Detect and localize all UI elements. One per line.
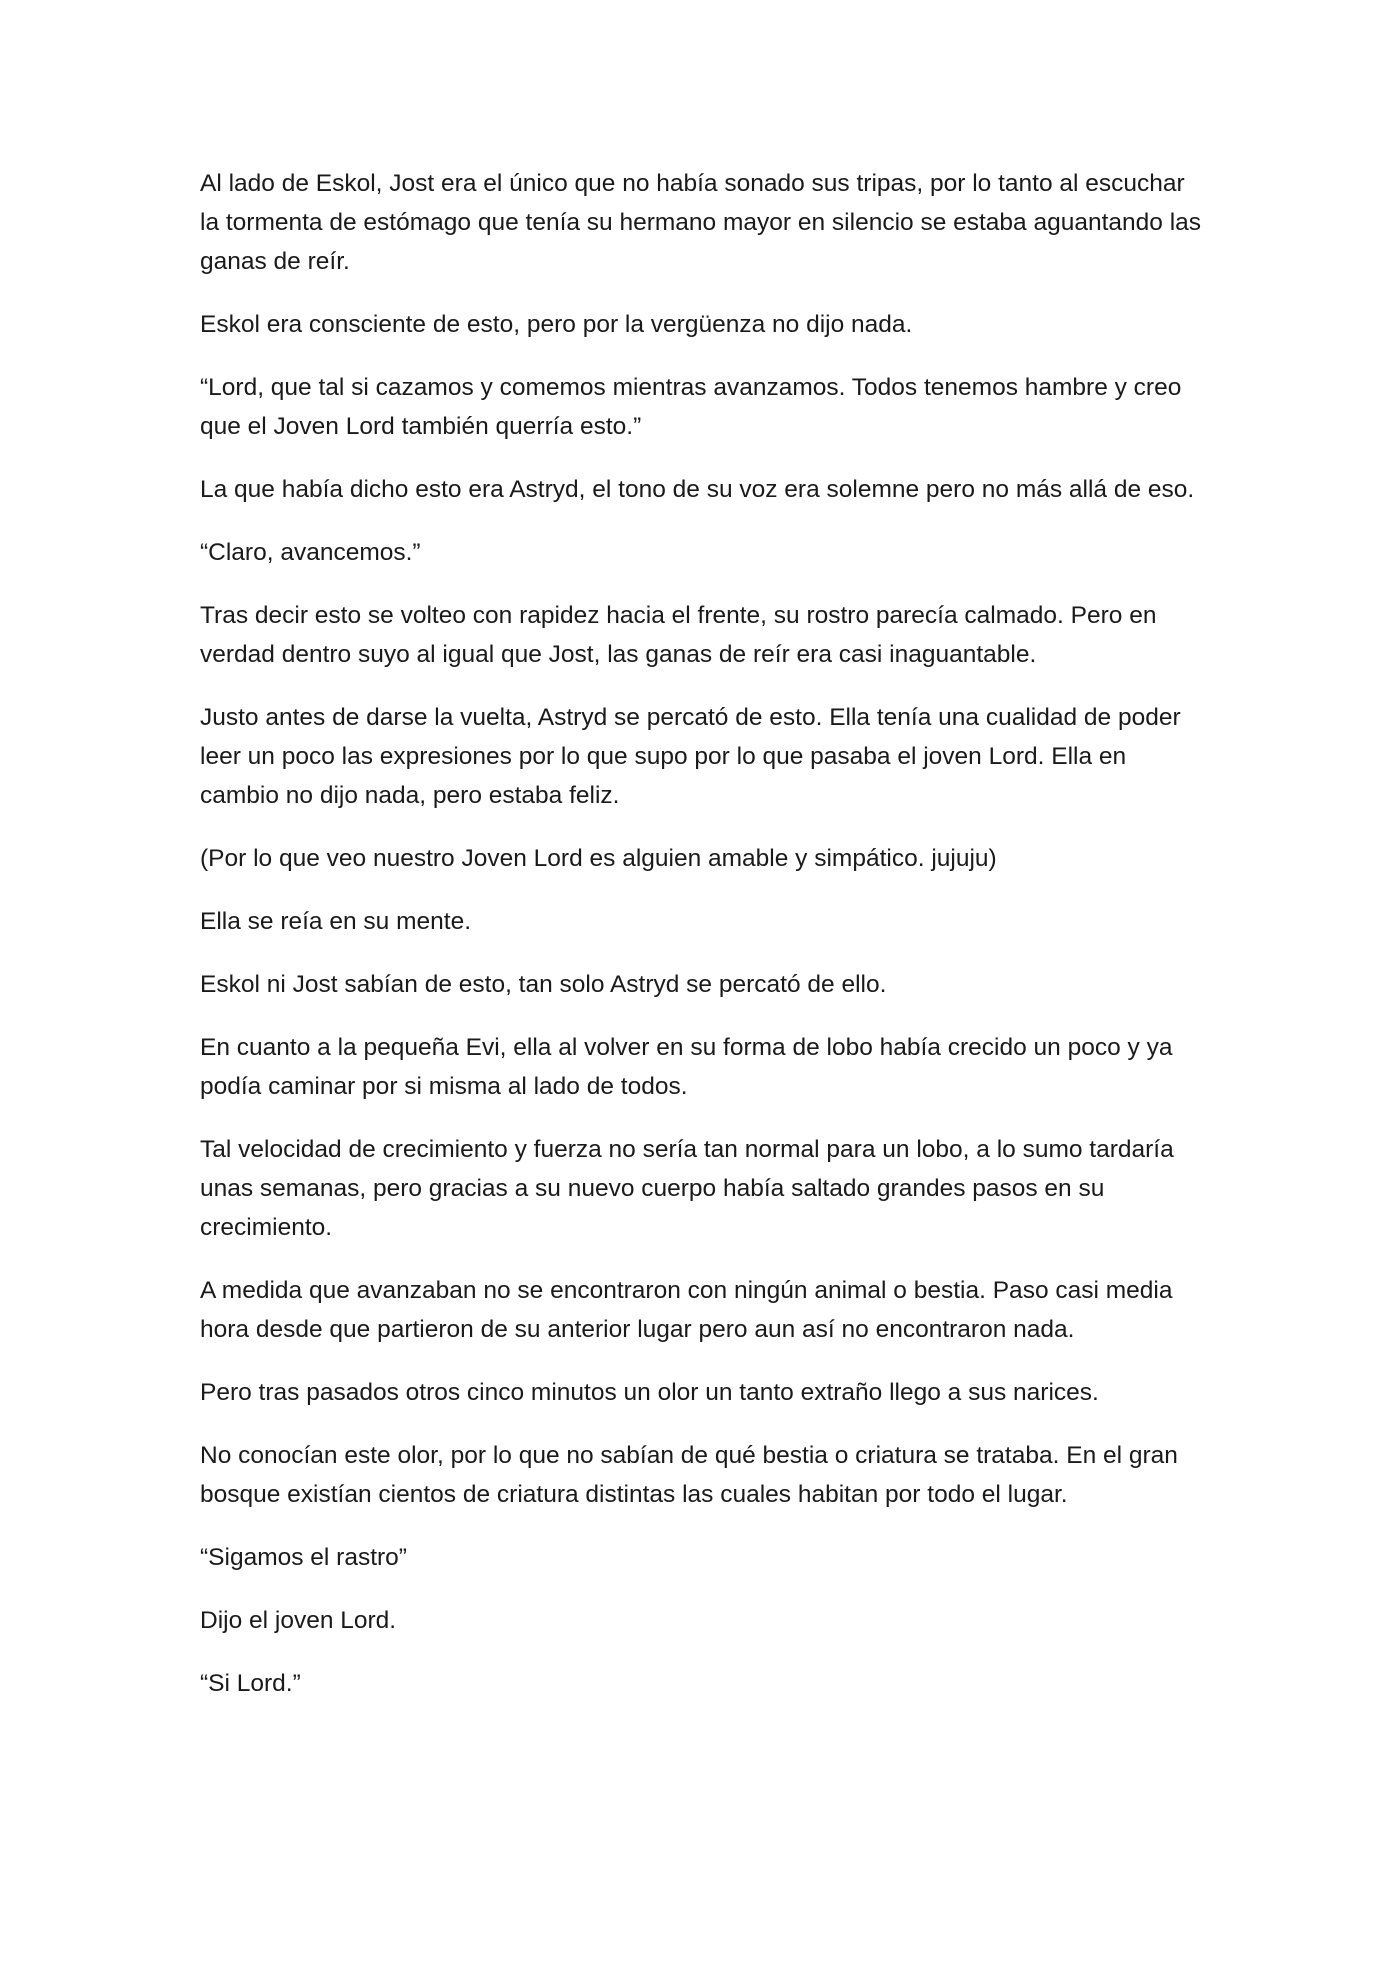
paragraph: En cuanto a la pequeña Evi, ella al volver en su forma de lobo había crecido un poco y ya podía caminar por si misma al lado de todos. (200, 1034, 1173, 1100)
paragraph: “Si Lord.” (200, 1670, 301, 1697)
paragraph: Ella se reía en su mente. (200, 908, 472, 935)
paragraph: “Claro, avancemos.” (200, 539, 421, 566)
story-text (200, 164, 1210, 1727)
paragraph: Tal velocidad de crecimiento y fuerza no sería tan normal para un lobo, a lo sumo tardaría unas semanas, pero gracias a su nuevo cuerpo había saltado grandes pasos en su crecimiento. (200, 1136, 1174, 1241)
paragraph: Justo antes de darse la vuelta, Astryd se percató de esto. Ella tenía una cualidad de poder leer un poco las expresiones por lo que supo por lo que pasaba el joven Lord. Ella en cambio no dijo nada, pero estaba feliz. (200, 704, 1181, 809)
paragraph: Eskol era consciente de esto, pero por la vergüenza no dijo nada. (200, 311, 913, 338)
paragraph: Al lado de Eskol, Jost era el único que no había sonado sus tripas, por lo tanto al escuchar la tormenta de estómago que tenía su hermano mayor en silencio se estaba aguantando las ganas de reír. (200, 170, 1202, 275)
paragraph: Dijo el joven Lord. (200, 1607, 397, 1634)
paragraph: “Sigamos el rastro” (200, 1544, 407, 1571)
paragraph: La que había dicho esto era Astryd, el tono de su voz era solemne pero no más allá de eso. (200, 476, 1195, 503)
paragraph: Tras decir esto se volteo con rapidez hacia el frente, su rostro parecía calmado. Pero en verdad dentro suyo al igual que Jost, las ganas de reír era casi inaguantable. (200, 602, 1157, 668)
paragraph: “Lord, que tal si cazamos y comemos mientras avanzamos. Todos tenemos hambre y creo que el Joven Lord también querría esto.” (200, 374, 1182, 440)
paragraph: No conocían este olor, por lo que no sabían de qué bestia o criatura se trataba. En el gran bosque existían cientos de criatura distintas las cuales habitan por todo el lugar. (200, 1442, 1178, 1508)
paragraph: Pero tras pasados otros cinco minutos un olor un tanto extraño llego a sus narices. (200, 1379, 1099, 1406)
paragraph: Eskol ni Jost sabían de esto, tan solo Astryd se percató de ello. (200, 971, 887, 998)
paragraph: A medida que avanzaban no se encontraron con ningún animal o bestia. Paso casi media hora desde que partieron de su anterior lugar pero aun así no encontraron nada. (200, 1277, 1173, 1343)
paragraph: (Por lo que veo nuestro Joven Lord es alguien amable y simpático. jujuju) (200, 845, 997, 872)
